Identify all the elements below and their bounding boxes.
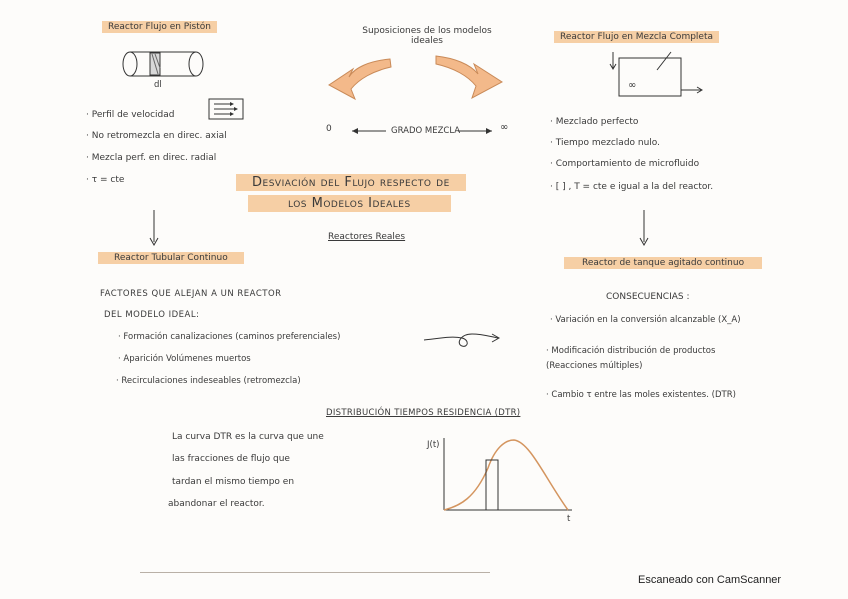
factors-title-1: FACTORES QUE ALEJAN A UN REACTOR bbox=[100, 289, 282, 299]
consequence-2: · Modificación distribución de productos (Reacciones múltiples) bbox=[546, 346, 716, 371]
scale-arrow-right bbox=[456, 126, 496, 136]
factor-3: · Recirculaciones indeseables (retromezcla) bbox=[116, 376, 301, 386]
scale-label: GRADO MEZCLA bbox=[391, 126, 461, 136]
factor-2: · Aparición Volúmenes muertos bbox=[118, 354, 251, 364]
dtr-text-1: La curva DTR es la curva que une bbox=[172, 432, 324, 442]
main-title-line2: los Modelos Ideales bbox=[248, 196, 451, 211]
pfr-heading: Reactor Flujo en Pistón bbox=[102, 22, 217, 32]
left-curved-arrow bbox=[325, 55, 395, 105]
dtr-y-label: J(t) bbox=[427, 440, 440, 450]
factor-1: · Formación canalizaciones (caminos preferenciales) bbox=[118, 332, 341, 342]
cstr-sub-heading: Reactor de tanque agitado continuo bbox=[564, 258, 762, 268]
dtr-text-3: tardan el mismo tiempo en bbox=[172, 477, 295, 487]
pfr-bullet-4: · τ = cte bbox=[86, 175, 125, 185]
infinity-symbol: ∞ bbox=[628, 80, 637, 91]
cstr-bullet-2: · Tiempo mezclado nulo. bbox=[550, 138, 661, 148]
cstr-bullet-3: · Comportamiento de microfluido bbox=[550, 159, 700, 169]
velocity-profile-icon bbox=[208, 98, 244, 120]
factors-title-2: DEL MODELO IDEAL: bbox=[104, 310, 200, 320]
cstr-bullet-1: · Mezclado perfecto bbox=[550, 117, 639, 127]
dtr-text-2: las fracciones de flujo que bbox=[172, 454, 290, 464]
dl-label: dl bbox=[154, 80, 162, 90]
scale-infinity: ∞ bbox=[500, 122, 509, 133]
center-top-title: Suposiciones de los modelos ideales bbox=[362, 26, 492, 46]
dtr-title: DISTRIBUCIÓN TIEMPOS RESIDENCIA (DTR) bbox=[326, 408, 521, 418]
right-down-arrow bbox=[638, 210, 650, 246]
dtr-curve-graph bbox=[440, 438, 580, 518]
tube-reactor-icon bbox=[118, 48, 208, 88]
pfr-bullet-3: · Mezcla perf. en direc. radial bbox=[86, 153, 217, 163]
main-title-line1: Desviación del Flujo respecto de bbox=[236, 175, 466, 190]
dtr-text-4: abandonar el reactor. bbox=[168, 499, 265, 509]
real-reactors-subtitle: Reactores Reales bbox=[328, 232, 406, 242]
scale-zero: 0 bbox=[326, 124, 332, 134]
cstr-heading: Reactor Flujo en Mezcla Completa bbox=[554, 32, 719, 42]
consequences-title: CONSECUENCIAS : bbox=[606, 292, 690, 302]
cstr-tank-icon bbox=[605, 50, 705, 100]
cstr-bullet-4: · [ ] , T = cte e igual a la del reactor. bbox=[550, 182, 714, 192]
tubular-heading: Reactor Tubular Continuo bbox=[98, 253, 244, 263]
consequence-1: · Variación en la conversión alcanzable (X_A) bbox=[550, 315, 741, 325]
pfr-bullet-2: · No retromezcla en direc. axial bbox=[86, 131, 227, 141]
squiggle-arrow bbox=[422, 328, 502, 352]
dtr-x-label: t bbox=[567, 514, 571, 524]
scale-arrow-left bbox=[348, 126, 388, 136]
consequence-3: · Cambio τ entre las moles existentes. (DTR) bbox=[546, 390, 736, 400]
pfr-bullet-1: · Perfil de velocidad bbox=[86, 110, 175, 120]
bottom-divider bbox=[140, 572, 490, 573]
camscanner-watermark: Escaneado con CamScanner bbox=[638, 574, 782, 586]
right-curved-arrow bbox=[432, 52, 507, 102]
left-down-arrow bbox=[148, 210, 160, 246]
